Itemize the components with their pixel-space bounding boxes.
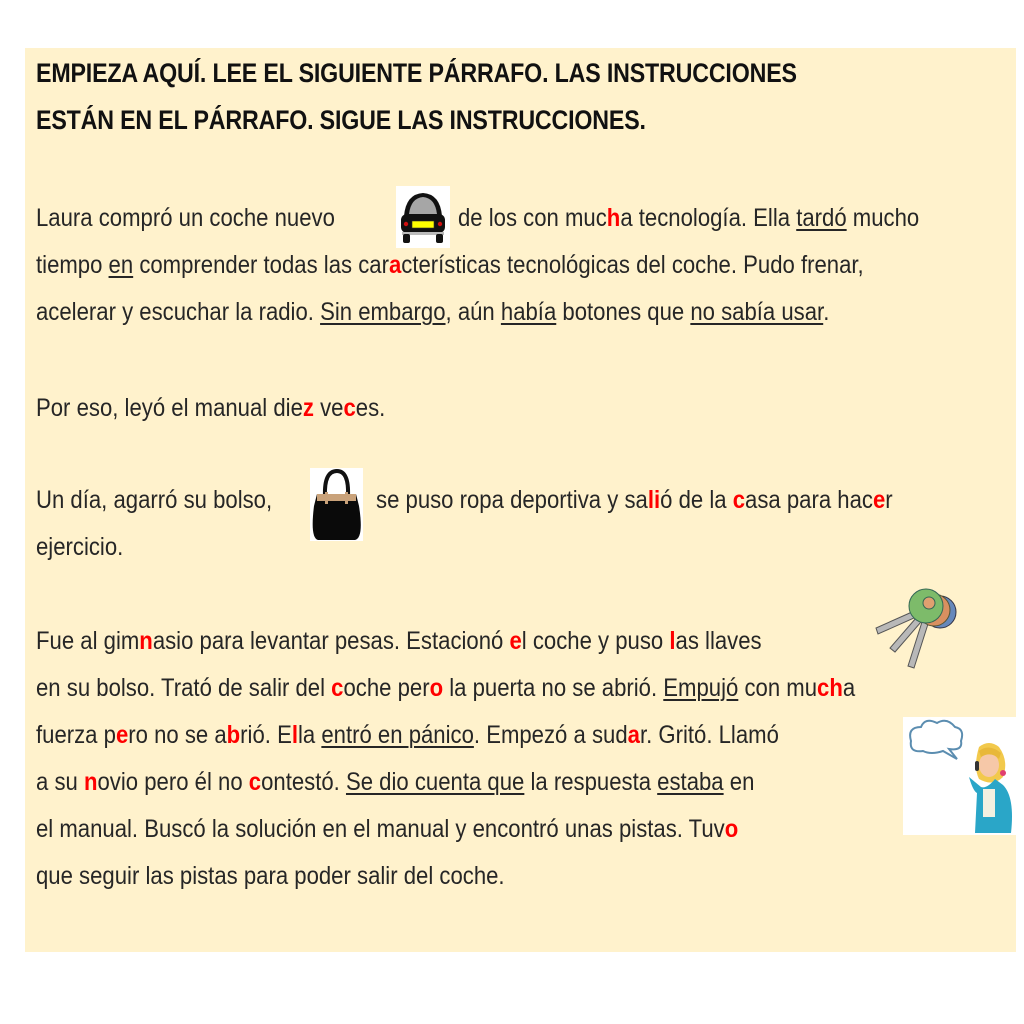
text-segment: es. bbox=[355, 394, 386, 422]
underlined-phrase: entró en pánico bbox=[321, 721, 474, 749]
highlighted-letter: a bbox=[627, 721, 640, 749]
text-segment: de los con muc bbox=[458, 204, 607, 232]
text-segment: Fue al gim bbox=[36, 627, 140, 655]
text-segment: ó de la bbox=[660, 486, 733, 514]
text-segment: ro no se a bbox=[128, 721, 227, 749]
text-segment: la bbox=[297, 721, 322, 749]
underlined-phrase: tardó bbox=[796, 204, 847, 232]
text-segment: , aún bbox=[445, 298, 501, 326]
text-segment: . bbox=[823, 298, 830, 326]
paragraph-4-line-1 bbox=[36, 625, 762, 657]
text-segment: comprender todas las car bbox=[133, 251, 389, 279]
highlighted-letter: a bbox=[388, 251, 402, 279]
paragraph-1-line-1b bbox=[458, 202, 919, 234]
text-segment: la puerta no se abrió. bbox=[443, 674, 664, 702]
text-segment: se puso ropa deportiva y sa bbox=[376, 486, 648, 514]
underlined-phrase: no sabía usar bbox=[690, 298, 824, 326]
text-segment: a tecnología. Ella bbox=[620, 204, 797, 232]
text-segment: acelerar y escuchar la radio. bbox=[36, 298, 321, 326]
highlighted-letter: ch bbox=[817, 674, 843, 702]
highlighted-letter: n bbox=[139, 627, 153, 655]
text-segment: as llaves bbox=[675, 627, 762, 655]
handbag-icon bbox=[310, 468, 363, 541]
text-segment: a bbox=[842, 674, 856, 702]
paragraph-4-line-4 bbox=[36, 766, 754, 798]
text-segment: asio para levantar pesas. Estacionó bbox=[152, 627, 510, 655]
text-segment: Laura compró un coche nuevo bbox=[36, 204, 335, 232]
underlined-phrase: Se dio cuenta que bbox=[345, 768, 525, 796]
text-segment: fuerza p bbox=[36, 721, 116, 749]
text-segment: r bbox=[885, 486, 893, 514]
text-segment: l coche y puso bbox=[521, 627, 670, 655]
text-segment: que seguir las pistas para poder salir del coche. bbox=[36, 862, 505, 890]
text-segment: el manual. Buscó la solución en el manual y encontró unas pistas. Tuv bbox=[36, 815, 725, 843]
paragraph-2-line-1 bbox=[36, 392, 385, 424]
paragraph-4-line-6 bbox=[36, 860, 505, 892]
underlined-phrase: estaba bbox=[657, 768, 724, 796]
highlighted-letter: li bbox=[647, 486, 661, 514]
underlined-phrase: Sin embargo bbox=[320, 298, 446, 326]
underlined-phrase: Empujó bbox=[663, 674, 739, 702]
title-line-2: ESTÁN EN EL PÁRRAFO. SIGUE LAS INSTRUCCIONES. bbox=[36, 105, 646, 135]
text-segment: mucho bbox=[846, 204, 920, 232]
paragraph-1-line-2 bbox=[36, 249, 864, 281]
paragraph-3-line-1a bbox=[36, 484, 272, 516]
text-segment: a su bbox=[36, 768, 84, 796]
text-segment: r. Gritó. Llamó bbox=[639, 721, 779, 749]
highlighted-letter: l bbox=[669, 627, 676, 655]
text-segment: botones que bbox=[556, 298, 691, 326]
paragraph-4-line-5 bbox=[36, 813, 738, 845]
text-segment: ejercicio. bbox=[36, 533, 124, 561]
highlighted-letter: e bbox=[509, 627, 522, 655]
paragraph-4-line-2 bbox=[36, 672, 855, 704]
text-segment: oche per bbox=[343, 674, 430, 702]
highlighted-letter: e bbox=[872, 486, 886, 514]
text-segment: Un día, agarró su bolso, bbox=[36, 486, 273, 514]
highlighted-letter: h bbox=[606, 204, 621, 232]
highlighted-letter: c bbox=[248, 768, 262, 796]
highlighted-letter: n bbox=[83, 768, 98, 796]
highlighted-letter: c bbox=[732, 486, 746, 514]
paragraph-3-line-1b bbox=[376, 484, 893, 516]
text-segment: en bbox=[723, 768, 755, 796]
text-segment: asa para hac bbox=[745, 486, 873, 514]
underlined-phrase: en bbox=[108, 251, 134, 279]
highlighted-letter: o bbox=[429, 674, 444, 702]
car-icon bbox=[396, 186, 450, 248]
title-line-1: EMPIEZA AQUÍ. LEE EL SIGUIENTE PÁRRAFO. LAS INSTRUCCIONES bbox=[36, 58, 797, 88]
highlighted-letter: o bbox=[724, 815, 739, 843]
keys-icon bbox=[868, 582, 960, 672]
woman-on-phone-icon bbox=[903, 717, 1016, 835]
text-segment: con mu bbox=[738, 674, 818, 702]
highlighted-letter: z bbox=[302, 394, 314, 422]
text-segment: tiempo bbox=[36, 251, 109, 279]
text-segment: cterísticas tecnológicas del coche. Pudo frenar, bbox=[401, 251, 864, 279]
text-segment: rió. E bbox=[240, 721, 292, 749]
text-segment: ve bbox=[313, 394, 344, 422]
text-segment: ovio pero él no bbox=[97, 768, 249, 796]
highlighted-letter: l bbox=[291, 721, 298, 749]
paragraph-4-line-3 bbox=[36, 719, 779, 751]
highlighted-letter: c bbox=[343, 394, 356, 422]
text-segment: en su bolso. Trató de salir del bbox=[36, 674, 332, 702]
paragraph-1-line-3 bbox=[36, 296, 829, 328]
text-segment: Por eso, leyó el manual die bbox=[36, 394, 303, 422]
highlighted-letter: e bbox=[115, 721, 129, 749]
underlined-phrase: había bbox=[500, 298, 557, 326]
text-segment: ontestó. bbox=[261, 768, 346, 796]
highlighted-letter: c bbox=[331, 674, 344, 702]
text-segment: la respuesta bbox=[524, 768, 658, 796]
paragraph-3-line-2 bbox=[36, 531, 123, 563]
paragraph-1-line-1a bbox=[36, 202, 335, 234]
highlighted-letter: b bbox=[226, 721, 241, 749]
text-segment: . Empezó a sud bbox=[473, 721, 628, 749]
